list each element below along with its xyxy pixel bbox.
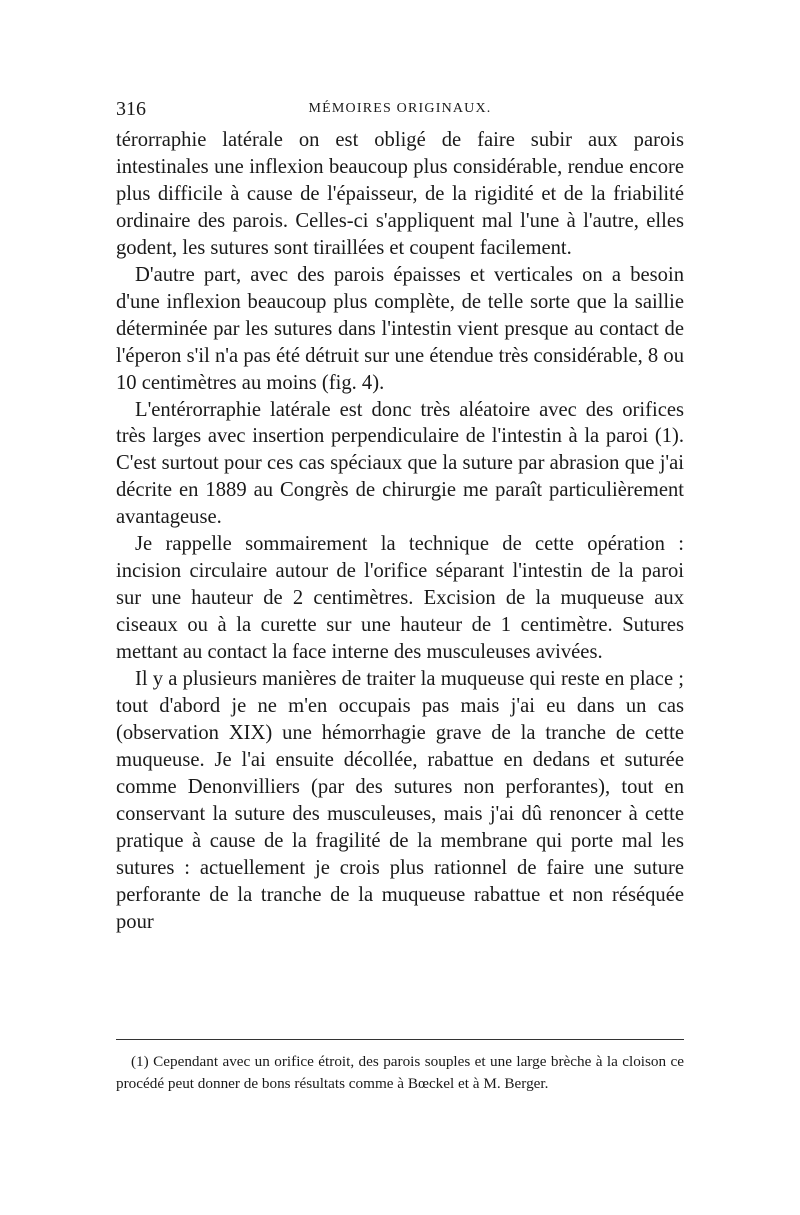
footnote	[116, 1051, 684, 1094]
body-text	[116, 127, 684, 936]
footnote-rule	[116, 1039, 684, 1040]
running-head: MÉMOIRES ORIGINAUX.	[308, 101, 492, 116]
paragraph: D'autre part, avec des parois épaisses et verticales on a besoin d'une inflexion beaucoup plus complète, de telle sorte que la saillie déterminée par les sutures dans l'intestin vient presque au contact de l'éperon s'il n'a pas été détruit sur une étendue très considérable, 8 ou 10 centimètres au moins (fig. 4).	[116, 263, 684, 394]
page-number: 316	[116, 98, 146, 120]
paragraph: Il y a plusieurs manières de traiter la muqueuse qui reste en place ; tout d'abord je ne m'en occupais pas mais j'ai eu dans un cas (observation XIX) une hémorrhagie grave de la tranche de cette muqueuse. Je l'ai ensuite décollée, rabattue en dedans et suturée comme Denonvilliers (par des sutures non perforantes), tout en conservant la suture des musculeuses, mais j'ai dû renoncer à cette pratique à cause de la fragilité de la membrane qui porte mal les sutures : actuellement je crois plus rationnel de faire une suture perforante de la tranche de la muqueuse rabattue et non réséquée pour	[116, 668, 684, 933]
page-header	[116, 94, 684, 124]
paragraph-continued: térorraphie latérale on est obligé de faire subir aux parois intestinales une inflexion beaucoup plus considérable, rendue encore plus difficile à cause de l'épaisseur, de la rigidité et de la friabilité ordinaire des parois. Celles-ci s'appliquent mal l'une à l'autre, elles godent, les sutures sont tiraillées et coupent facilement.	[116, 129, 684, 259]
paragraph: Je rappelle sommairement la technique de cette opération : incision circulaire autour de l'orifice séparant l'intestin de la paroi sur une hauteur de 2 centimètres. Excision de la muqueuse aux ciseaux ou à la curette sur une hauteur de 1 centimètre. Sutures mettant au contact la face interne des musculeuses avivées.	[116, 533, 684, 664]
footnote-text: (1) Cependant avec un orifice étroit, des parois souples et une large brèche à la cloison ce procédé peut donner de bons résultats comme à Bœckel et à M. Berger.	[116, 1053, 684, 1092]
paragraph: L'entérorraphie latérale est donc très aléatoire avec des orifices très larges avec insertion perpendiculaire de l'intestin à la paroi (1). C'est surtout pour ces cas spéciaux que la suture par abrasion que j'ai décrite en 1889 au Congrès de chirurgie me paraît particulièrement avantageuse.	[116, 398, 684, 529]
